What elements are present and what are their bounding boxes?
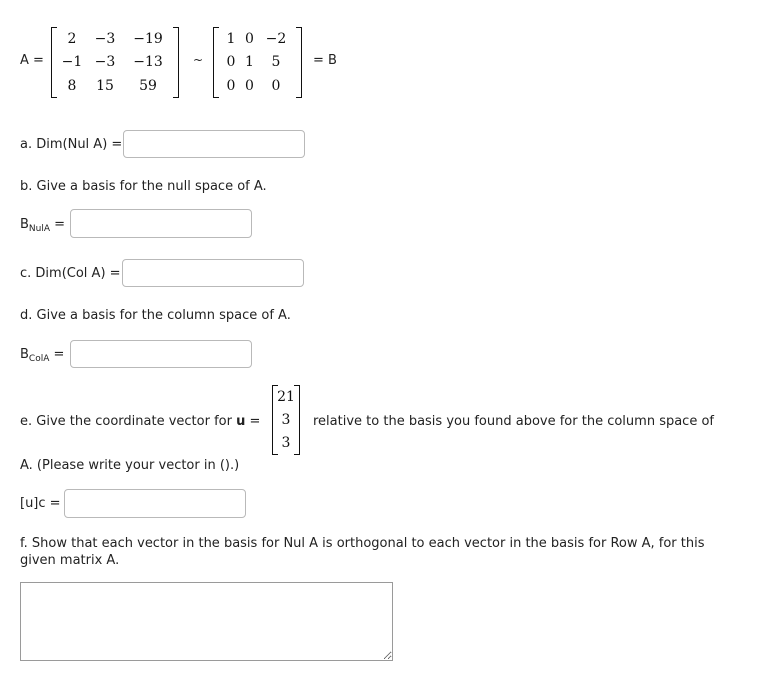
part-e-prompt [20,414,260,429]
matrix-a [51,27,179,98]
right-bracket [173,27,179,98]
matrix-a-label: A = [20,53,44,68]
vector-u-entry: 3 [281,411,291,428]
dim-nul-a-input[interactable] [123,130,305,158]
matrix-a-cell: 15 [96,78,114,95]
matrix-a-cell: −19 [133,30,163,47]
matrix-a-cell: 59 [139,78,157,95]
matrix-b-cell: 5 [271,54,281,71]
matrix-b-label: = B [313,53,337,68]
row-equivalent-symbol: ~ [193,53,204,67]
part-c-label: c. Dim(Col A) = [20,266,121,281]
coordinate-vector-label: [u]c = [20,496,61,511]
vector-u-symbol: u [236,414,246,429]
matrix-a-cell: −3 [94,30,116,47]
orthogonality-answer-textarea[interactable] [20,582,393,661]
coordinate-vector-input[interactable] [64,489,246,518]
matrix-b-cell: 0 [226,78,236,95]
basis-subscript: ColA [28,354,50,364]
matrix-b-cell: 0 [271,78,281,95]
part-f-prompt-line1: f. Show that each vector in the basis for Nul A is orthogonal to each vector in the basis for Row A, for this [20,536,705,551]
matrix-b-cell: −2 [265,30,287,47]
matrix-a-cell: 8 [67,78,77,95]
basis-nul-a-input[interactable] [70,209,252,238]
part-f-prompt-line2: given matrix A. [20,553,120,568]
equals-sign: = [245,414,261,429]
part-e-prompt-end: relative to the basis you found above for the column space of [313,414,714,429]
matrix-b-cell: 1 [245,54,254,71]
right-bracket [294,385,300,455]
basis-subscript: NulA [28,224,51,234]
dim-col-a-input[interactable] [122,259,304,287]
basis-letter: B [20,217,29,232]
left-bracket [51,27,57,98]
matrix-b-cell: 0 [245,78,254,95]
equals-sign: = [54,217,66,232]
matrix-b-cell: 0 [226,54,236,71]
part-a-label: a. Dim(Nul A) = [20,137,123,152]
matrix-b-cell: 1 [226,30,236,47]
basis-col-a-label [20,347,64,364]
vector-u [272,385,300,455]
matrix-b-cell: 0 [245,30,254,47]
matrix-b [213,27,302,98]
part-b-prompt: b. Give a basis for the null space of A. [20,179,267,194]
part-e-prompt-cont: A. (Please write your vector in ().) [20,458,240,473]
matrix-a-cell: −1 [61,54,83,71]
matrix-a-cell: 2 [67,30,77,47]
basis-nul-a-label [20,217,65,234]
vector-u-entry: 3 [281,435,291,452]
equals-sign: = [53,347,65,362]
matrix-a-cell: −13 [133,54,163,71]
basis-col-a-input[interactable] [70,340,252,368]
vector-u-entry: 21 [277,388,295,405]
left-bracket [213,27,219,98]
part-d-prompt: d. Give a basis for the column space of A. [20,308,291,323]
matrix-a-cell: −3 [94,54,116,71]
basis-letter: B [20,347,29,362]
prompt-text: e. Give the coordinate vector for [20,414,237,429]
right-bracket [296,27,302,98]
